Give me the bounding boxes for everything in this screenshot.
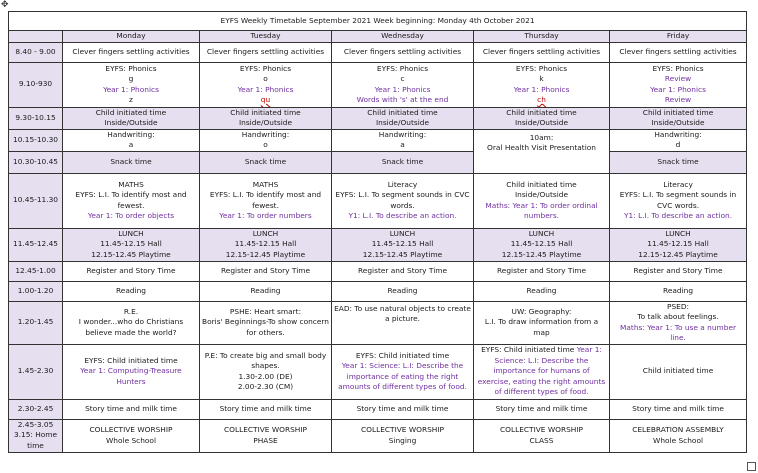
cell-tue	[200, 129, 332, 151]
cell-line: Child initiated time	[230, 107, 301, 117]
cell-line: COLLECTIVE WORSHIP	[224, 425, 307, 434]
cell-line: Year 1: Science: L.I: Describe the importance of eating the right amounts of different types of food.	[338, 361, 467, 391]
cell-tue: Story time and milk time	[200, 399, 332, 419]
cell-line: 12.15-12.45 Playtime	[91, 249, 171, 259]
cell-line: P.E: To create big and small body shapes.	[204, 350, 327, 370]
cell-line: Year 1: To order objects	[87, 211, 175, 220]
cell-line: 12.15-12.45 Playtime	[638, 249, 718, 259]
table-row	[9, 228, 747, 261]
cell-line: Handwriting:	[107, 129, 155, 139]
day-header-row	[9, 31, 747, 43]
cell-line: Child initiated time	[642, 107, 714, 117]
table-row	[9, 151, 747, 173]
cell-mon: Reading	[63, 281, 200, 301]
cell-line: Inside/Outside	[375, 118, 430, 127]
cell-line: 12.15-12.45 Playtime	[225, 249, 306, 259]
cell-line: Oral Health Visit Presentation	[487, 143, 596, 152]
table-row	[9, 42, 747, 62]
cell-line: I wonder...who do Christians believe made the world?	[78, 317, 184, 337]
cell-thu: Clever fingers settling activities	[474, 42, 610, 62]
cell-line: Handwriting:	[654, 129, 702, 139]
cell-line: Year 1:	[576, 345, 602, 355]
time-cell	[9, 419, 63, 452]
cell-line: 11.45-12.15 Hall	[100, 239, 162, 249]
cell-line: Literacy	[387, 179, 418, 189]
cell-line: LUNCH	[389, 228, 416, 238]
cell-line: Maths: Year 1: To use a number line.	[620, 322, 737, 342]
cell-fri: Story time and milk time	[610, 399, 747, 419]
cell-line: a	[128, 140, 134, 149]
cell-line: CLASS	[529, 435, 554, 445]
timetable	[8, 11, 747, 453]
cell-line: MATHS	[118, 179, 144, 189]
time-cell: 10.30-10.45	[9, 151, 63, 173]
cell-line: Year 1: To order numbers	[219, 211, 312, 220]
cell-line: COLLECTIVE WORSHIP	[500, 425, 583, 434]
table-move-handle-icon[interactable]: ✥	[1, 0, 9, 10]
table-row	[9, 62, 747, 107]
cell-mon	[63, 301, 200, 344]
table-row	[9, 107, 747, 129]
cell-line: CELEBRATION ASSEMBLY	[632, 425, 724, 434]
day-thursday: Thursday	[474, 31, 610, 43]
cell-line: MATHS	[252, 179, 279, 189]
sound-label: Review	[664, 74, 692, 83]
cell-line: Inside/Outside	[651, 118, 705, 127]
cell-line: EAD: To use natural objects to create a picture.	[334, 303, 471, 323]
cell-line: Year 1: Computing-Treasure Hunters	[80, 366, 182, 386]
cell-line: R.E.	[123, 306, 139, 316]
cell-mon	[63, 173, 200, 228]
cell-line: Child initiated time	[506, 107, 577, 117]
cell-line: Inside/Outside	[238, 118, 293, 127]
cell-line: 12.15-12.45 Playtime	[362, 249, 443, 259]
sound-label: z	[129, 95, 133, 104]
cell-fri	[610, 107, 747, 129]
cell-line: Child initiated time	[95, 107, 167, 117]
sound-label: o	[263, 74, 268, 83]
cell-line: Inside/Outside	[104, 118, 158, 127]
table-row	[9, 173, 747, 228]
cell-mon: Story time and milk time	[63, 399, 200, 419]
cell-line: Whole School	[653, 435, 704, 445]
cell-line: a	[400, 140, 405, 149]
time-cell: 1.20-1.45	[9, 301, 63, 344]
cell-line: Inside/Outside	[514, 190, 569, 199]
cell-thu: Story time and milk time	[474, 399, 610, 419]
cell-fri: Child initiated time	[610, 344, 747, 399]
time-cell: 9.30-10.15	[9, 107, 63, 129]
cell-line: 11.45-12.15 Hall	[647, 239, 709, 249]
cell-wed: Register and Story Time	[332, 261, 474, 281]
cell-line: To talk about feelings.	[637, 312, 719, 321]
sound-label: k	[539, 74, 544, 83]
cell-mon: Clever fingers settling activities	[63, 42, 200, 62]
cell-wed	[332, 419, 474, 452]
cell-line: Child initiated time	[506, 179, 577, 189]
year1-label: Year 1: Phonics	[513, 84, 570, 94]
cell-wed	[332, 228, 474, 261]
cell-line: LUNCH	[665, 228, 691, 238]
cell-line: 3.15: Home time	[13, 430, 58, 450]
cell-tue	[200, 62, 332, 107]
cell-line: Boris' Beginnings-To show concern for others.	[202, 317, 329, 337]
cell-thu: Reading	[474, 281, 610, 301]
cell-line: LUNCH	[528, 228, 555, 238]
cell-mon	[63, 107, 200, 129]
day-friday: Friday	[610, 31, 747, 43]
cell-fri	[610, 173, 747, 228]
cell-line: LUNCH	[118, 228, 144, 238]
cell-wed	[332, 344, 474, 399]
sound-label: Review	[664, 95, 692, 104]
cell-line: 1.30-2.00 (DE)	[238, 371, 293, 381]
cell-wed	[332, 62, 474, 107]
cell-line: 11.45-12.15 Hall	[371, 239, 434, 249]
cell-line: Handwriting:	[378, 129, 427, 139]
page-title: EYFS Weekly Timetable September 2021 Week beginning: Monday 4th October 2021	[9, 12, 747, 31]
cell-thu	[474, 228, 610, 261]
cell-thu	[474, 129, 610, 173]
year1-label: Year 1: Phonics	[237, 84, 294, 94]
cell-line: Singing	[388, 435, 417, 445]
cell-mon	[63, 344, 200, 399]
sound-label: qu	[260, 95, 271, 104]
cell-tue	[200, 173, 332, 228]
cell-tue	[200, 344, 332, 399]
cell-thu	[474, 344, 610, 399]
cell-line: 10am:	[529, 132, 554, 142]
cell-line: EYFS: L.I. To segment sounds in CVC words.	[619, 190, 737, 210]
cell-mon: Snack time	[63, 151, 200, 173]
title-row	[9, 12, 747, 31]
cell-tue: Snack time	[200, 151, 332, 173]
time-cell: 12.45-1.00	[9, 261, 63, 281]
cell-fri	[610, 301, 747, 344]
cell-tue	[200, 228, 332, 261]
cell-line: COLLECTIVE WORSHIP	[89, 425, 173, 434]
cell-wed: Snack time	[332, 151, 474, 173]
sound-label: g	[128, 74, 134, 83]
table-row	[9, 399, 747, 419]
cell-wed: Story time and milk time	[332, 399, 474, 419]
cell-line: EYFS: Child initiated time	[481, 345, 575, 355]
cell-fri	[610, 62, 747, 107]
cell-fri: Snack time	[610, 151, 747, 173]
cell-line: LUNCH	[252, 228, 279, 238]
time-cell: 11.45-12.45	[9, 228, 63, 261]
cell-thu	[474, 62, 610, 107]
cell-wed: Reading	[332, 281, 474, 301]
time-cell: 8.40 - 9.00	[9, 42, 63, 62]
day-tuesday: Tuesday	[200, 31, 332, 43]
year1-label: Year 1: Phonics	[103, 84, 159, 94]
cell-thu	[474, 107, 610, 129]
time-cell: 1.45-2.30	[9, 344, 63, 399]
sound-label: ch	[537, 95, 546, 104]
cell-thu	[474, 173, 610, 228]
cell-mon	[63, 228, 200, 261]
cell-mon	[63, 419, 200, 452]
time-cell: 1.00-1.20	[9, 281, 63, 301]
cell-thu: Register and Story Time	[474, 261, 610, 281]
cell-line: EYFS: L.I. To identify most and fewest.	[209, 190, 322, 210]
table-row	[9, 129, 747, 151]
cell-tue	[200, 107, 332, 129]
cell-line: PSHE: Heart smart:	[229, 306, 302, 316]
corner-cell	[9, 31, 63, 43]
cell-mon: Register and Story Time	[63, 261, 200, 281]
table-row	[9, 344, 747, 399]
cell-line: 11.45-12.15 Hall	[234, 239, 297, 249]
cell-line: o	[263, 140, 268, 149]
cell-line: EYFS: Child initiated time	[355, 350, 450, 360]
subject-label: EYFS: Phonics	[239, 63, 292, 73]
cell-fri	[610, 129, 747, 151]
cell-line: EYFS: L.I. To segment sounds in CVC words.	[335, 190, 470, 210]
time-cell: 9.10-930	[9, 62, 63, 107]
cell-line: PHASE	[253, 435, 278, 445]
cell-mon	[63, 129, 200, 151]
cell-line: L.I. To draw information from a map	[484, 317, 599, 337]
day-wednesday: Wednesday	[332, 31, 474, 43]
cell-wed	[332, 173, 474, 228]
cell-line: PSED:	[667, 301, 690, 311]
cell-fri: Register and Story Time	[610, 261, 747, 281]
cell-line: Y1: L.I. To describe an action.	[624, 211, 733, 220]
cell-line: Whole School	[106, 435, 156, 445]
cell-line: 2.45-3.05	[17, 419, 54, 429]
cell-tue	[200, 301, 332, 344]
cell-fri	[610, 419, 747, 452]
cell-line: EYFS: L.I. To identify most and fewest.	[75, 190, 187, 210]
cell-wed	[332, 107, 474, 129]
subject-label: EYFS: Phonics	[105, 63, 157, 73]
cell-fri	[610, 228, 747, 261]
table-row	[9, 281, 747, 301]
table-row	[9, 301, 747, 344]
day-monday: Monday	[63, 31, 200, 43]
table-resize-handle[interactable]	[747, 462, 756, 471]
cell-line: 2.00-2.30 (CM)	[237, 382, 294, 391]
sound-label: Words with 's' at the end	[356, 95, 449, 104]
cell-wed	[332, 129, 474, 151]
cell-line: 11.45-12.15 Hall	[510, 239, 573, 249]
cell-mon	[63, 62, 200, 107]
time-cell: 2.30-2.45	[9, 399, 63, 419]
cell-line: Literacy	[663, 179, 693, 189]
cell-line: d	[675, 140, 681, 149]
subject-label: EYFS: Phonics	[376, 63, 429, 73]
year1-label: Year 1: Phonics	[374, 84, 431, 94]
cell-line: Y1: L.I. To describe an action.	[348, 211, 457, 220]
cell-line: COLLECTIVE WORSHIP	[361, 425, 444, 434]
cell-tue: Clever fingers settling activities	[200, 42, 332, 62]
cell-tue: Register and Story Time	[200, 261, 332, 281]
cell-line: Child initiated time	[367, 107, 438, 117]
cell-thu	[474, 419, 610, 452]
cell-line: Inside/Outside	[514, 118, 569, 127]
time-cell: 10.15-10.30	[9, 129, 63, 151]
table-row	[9, 261, 747, 281]
cell-line: 12.15-12.45 Playtime	[501, 249, 582, 259]
cell-wed: Clever fingers settling activities	[332, 42, 474, 62]
cell-line: Handwriting:	[241, 129, 290, 139]
year1-label: Year 1: Phonics	[650, 84, 706, 94]
time-cell: 10.45-11.30	[9, 173, 63, 228]
cell-line: EYFS: Child initiated time	[84, 355, 178, 365]
cell-tue: Reading	[200, 281, 332, 301]
subject-label: EYFS: Phonics	[515, 63, 568, 73]
subject-label: EYFS: Phonics	[652, 63, 704, 73]
cell-line: Science: L.I: Describe the importance for humans of exercise, eating the right amounts of different types of food.	[477, 355, 606, 397]
cell-fri: Clever fingers settling activities	[610, 42, 747, 62]
cell-fri: Reading	[610, 281, 747, 301]
sound-label: c	[400, 74, 405, 83]
table-row	[9, 419, 747, 452]
cell-wed	[332, 301, 474, 344]
cell-thu	[474, 301, 610, 344]
cell-line: UW: Geography:	[511, 306, 572, 316]
cell-tue	[200, 419, 332, 452]
cell-line: Maths: Year 1: To order ordinal numbers.	[485, 200, 598, 220]
